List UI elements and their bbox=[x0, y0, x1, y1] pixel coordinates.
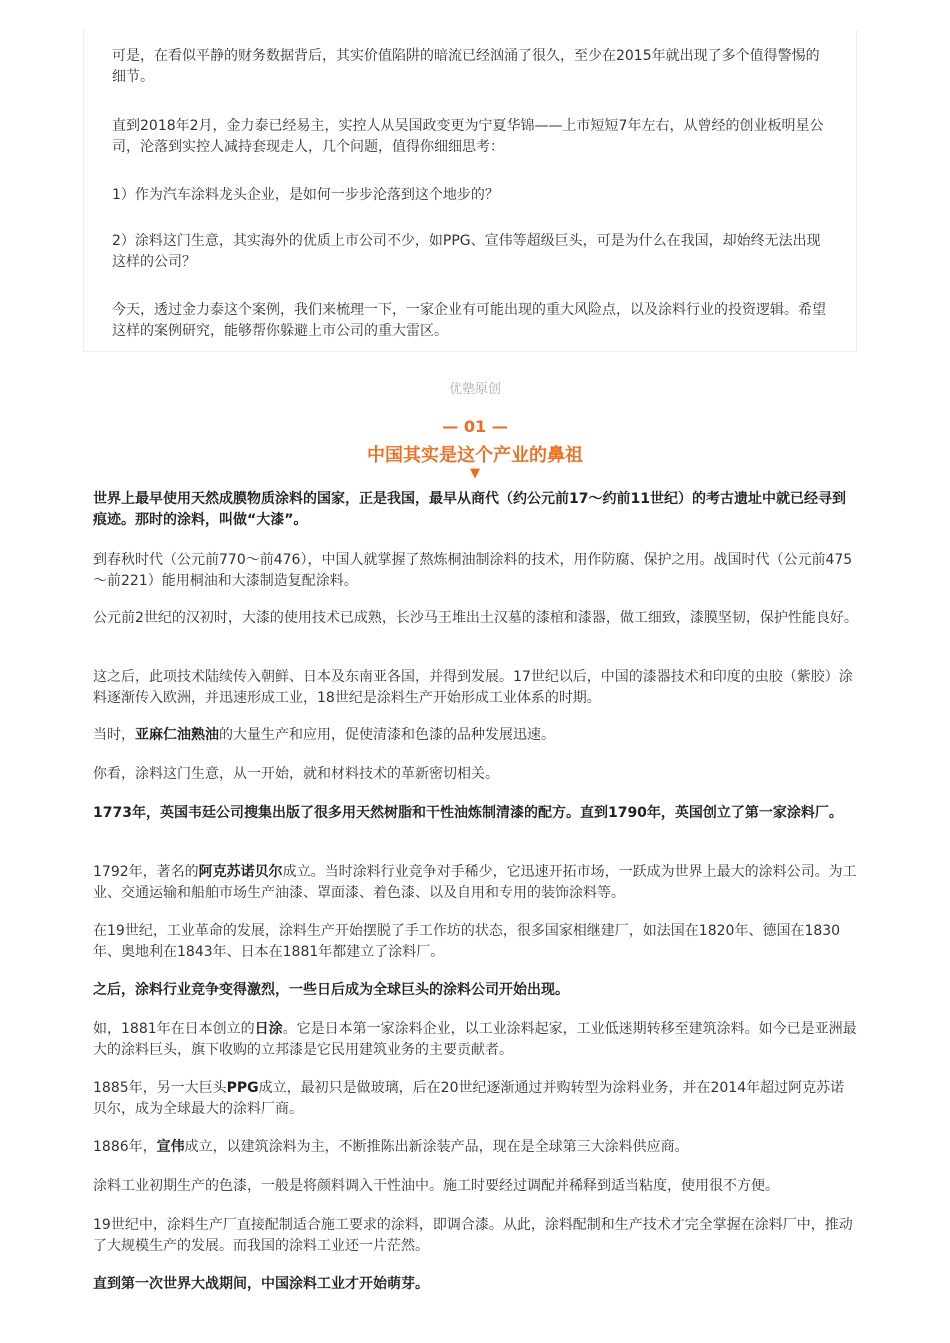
body-paragraph: 之后，涂料行业竞争变得激烈，一些日后成为全球巨头的涂料公司开始出现。 bbox=[93, 982, 569, 998]
body-paragraph bbox=[93, 862, 858, 904]
body-paragraph bbox=[93, 725, 858, 746]
body-paragraph: 直到第一次世界大战期间，中国涂料工业才开始萌芽。 bbox=[93, 1276, 429, 1292]
text-run: 。它是日本第一家涂料企业，以工业涂料起家，工业低迷期转移至建筑涂料。如今已是亚洲最大的涂料巨头，旗下收购的立邦漆是它民用建筑业务的主要贡献者。 bbox=[93, 1021, 857, 1058]
section-number: — 01 — bbox=[442, 417, 508, 436]
body-paragraph: 19世纪中，涂料生产厂直接配制适合施工要求的涂料，即调合漆。从此，涂料配制和生产技术才完全掌握在涂料厂中，推动了大规模生产的发展。而我国的涂料工业还一片茫然。 bbox=[93, 1217, 853, 1254]
body-paragraph: 涂料工业初期生产的色漆，一般是将颜料调入干性油中。施工时要经过调配并稀释到适当粘度，使用很不方便。 bbox=[93, 1178, 779, 1194]
body-paragraph bbox=[93, 1078, 858, 1120]
body-paragraph: 在19世纪，工业革命的发展，涂料生产开始摆脱了手工作坊的状态，很多国家相继建厂，如法国在1820年、德国在1830年、奥地利在1843年、日本在1881年都建立了涂料厂。 bbox=[93, 923, 841, 960]
body-paragraph: 到春秋时代（公元前770～前476），中国人就掌握了熬炼桐油制涂料的技术，用作防腐、保护之用。战国时代（公元前475～前221）能用桐油和大漆制造复配涂料。 bbox=[93, 552, 853, 589]
intro-paragraph: 可是，在看似平静的财务数据背后，其实价值陷阱的暗流已经汹涌了很久，至少在2015年就出现了多个值得警惕的细节。 bbox=[112, 48, 820, 85]
intro-paragraph: 今天，透过金力泰这个案例，我们来梳理一下，一家企业有可能出现的重大风险点，以及涂料行业的投资逻辑。希望这样的案例研究，能够帮你躲避上市公司的重大雷区。 bbox=[112, 302, 826, 339]
bold-term: 阿克苏诺贝尔 bbox=[198, 864, 283, 880]
intro-paragraph: 1）作为汽车涂料龙头企业，是如何一步步沦落到这个地步的？ bbox=[112, 187, 499, 203]
bold-term: 宣伟 bbox=[156, 1139, 185, 1155]
text-run: 成立，最初只是做玻璃，后在20世纪逐渐通过并购转型为涂料业务，并在2014年超过阿克苏诺贝尔，成为全球最大的涂料厂商。 bbox=[93, 1080, 845, 1117]
text-run: 当时， bbox=[93, 727, 135, 743]
intro-quote-box bbox=[83, 30, 857, 352]
body-paragraph: 世界上最早使用天然成膜物质涂料的国家，正是我国，最早从商代（约公元前17～约前11世纪）的考古遗址中就已经寻到痕迹。那时的涂料，叫做“大漆”。 bbox=[93, 491, 846, 528]
body-paragraph: 公元前2世纪的汉初时，大漆的使用技术已成熟，长沙马王堆出土汉墓的漆棺和漆器，做工细致，漆膜坚韧，保护性能良好。 bbox=[93, 610, 858, 626]
section-title: 中国其实是这个产业的鼻祖 bbox=[367, 445, 583, 466]
body-paragraph bbox=[93, 1019, 858, 1061]
intro-paragraph: 直到2018年2月，金力泰已经易主，实控人从吴国政变更为宁夏华锦——上市短短7年左右，从曾经的创业板明星公司，沦落到实控人减持套现走人，几个问题，值得你细细思考： bbox=[112, 118, 824, 155]
body-paragraph bbox=[93, 1137, 858, 1158]
original-tag: 优塾原创 bbox=[448, 382, 501, 397]
text-run: 成立，以建筑涂料为主，不断推陈出新涂装产品，现在是全球第三大涂料供应商。 bbox=[184, 1139, 689, 1155]
bold-term: 亚麻仁油熟油 bbox=[135, 727, 219, 743]
bold-term: PPG bbox=[226, 1080, 259, 1096]
intro-paragraph: 2）涂料这门生意，其实海外的优质上市公司不少，如PPG、宣伟等超级巨头，可是为什么在我国，却始终无法出现这样的公司？ bbox=[112, 233, 821, 270]
text-run: 1886年， bbox=[93, 1139, 157, 1155]
text-run: 1792年，著名的 bbox=[93, 864, 199, 880]
body-paragraph: 这之后，此项技术陆续传入朝鲜、日本及东南亚各国，并得到发展。17世纪以后，中国的漆器技术和印度的虫胶（紫胶）涂料逐渐传入欧洲，并迅速形成工业，18世纪是涂料生产开始形成工业体系的时期。 bbox=[93, 669, 853, 706]
text-run: 的大量生产和应用，促使清漆和色漆的品种发展迅速。 bbox=[219, 727, 555, 743]
body-paragraph: 1773年，英国韦廷公司搜集出版了很多用天然树脂和干性油炼制清漆的配方。直到1790年，英国创立了第一家涂料厂。 bbox=[93, 805, 843, 821]
body-paragraph: 你看，涂料这门生意，从一开始，就和材料技术的革新密切相关。 bbox=[93, 766, 499, 782]
bold-term: 日涂 bbox=[254, 1021, 283, 1037]
text-run: 1885年，另一大巨头 bbox=[93, 1080, 227, 1096]
down-arrow-icon: ▼ bbox=[470, 466, 480, 481]
text-run: 成立。当时涂料行业竞争对手稀少，它迅速开拓市场，一跃成为世界上最大的涂料公司。为工业、交通运输和船舶市场生产油漆、罩面漆、着色漆、以及自用和专用的装饰涂料等。 bbox=[93, 864, 857, 901]
text-run: 如，1881年在日本创立的 bbox=[93, 1021, 255, 1037]
